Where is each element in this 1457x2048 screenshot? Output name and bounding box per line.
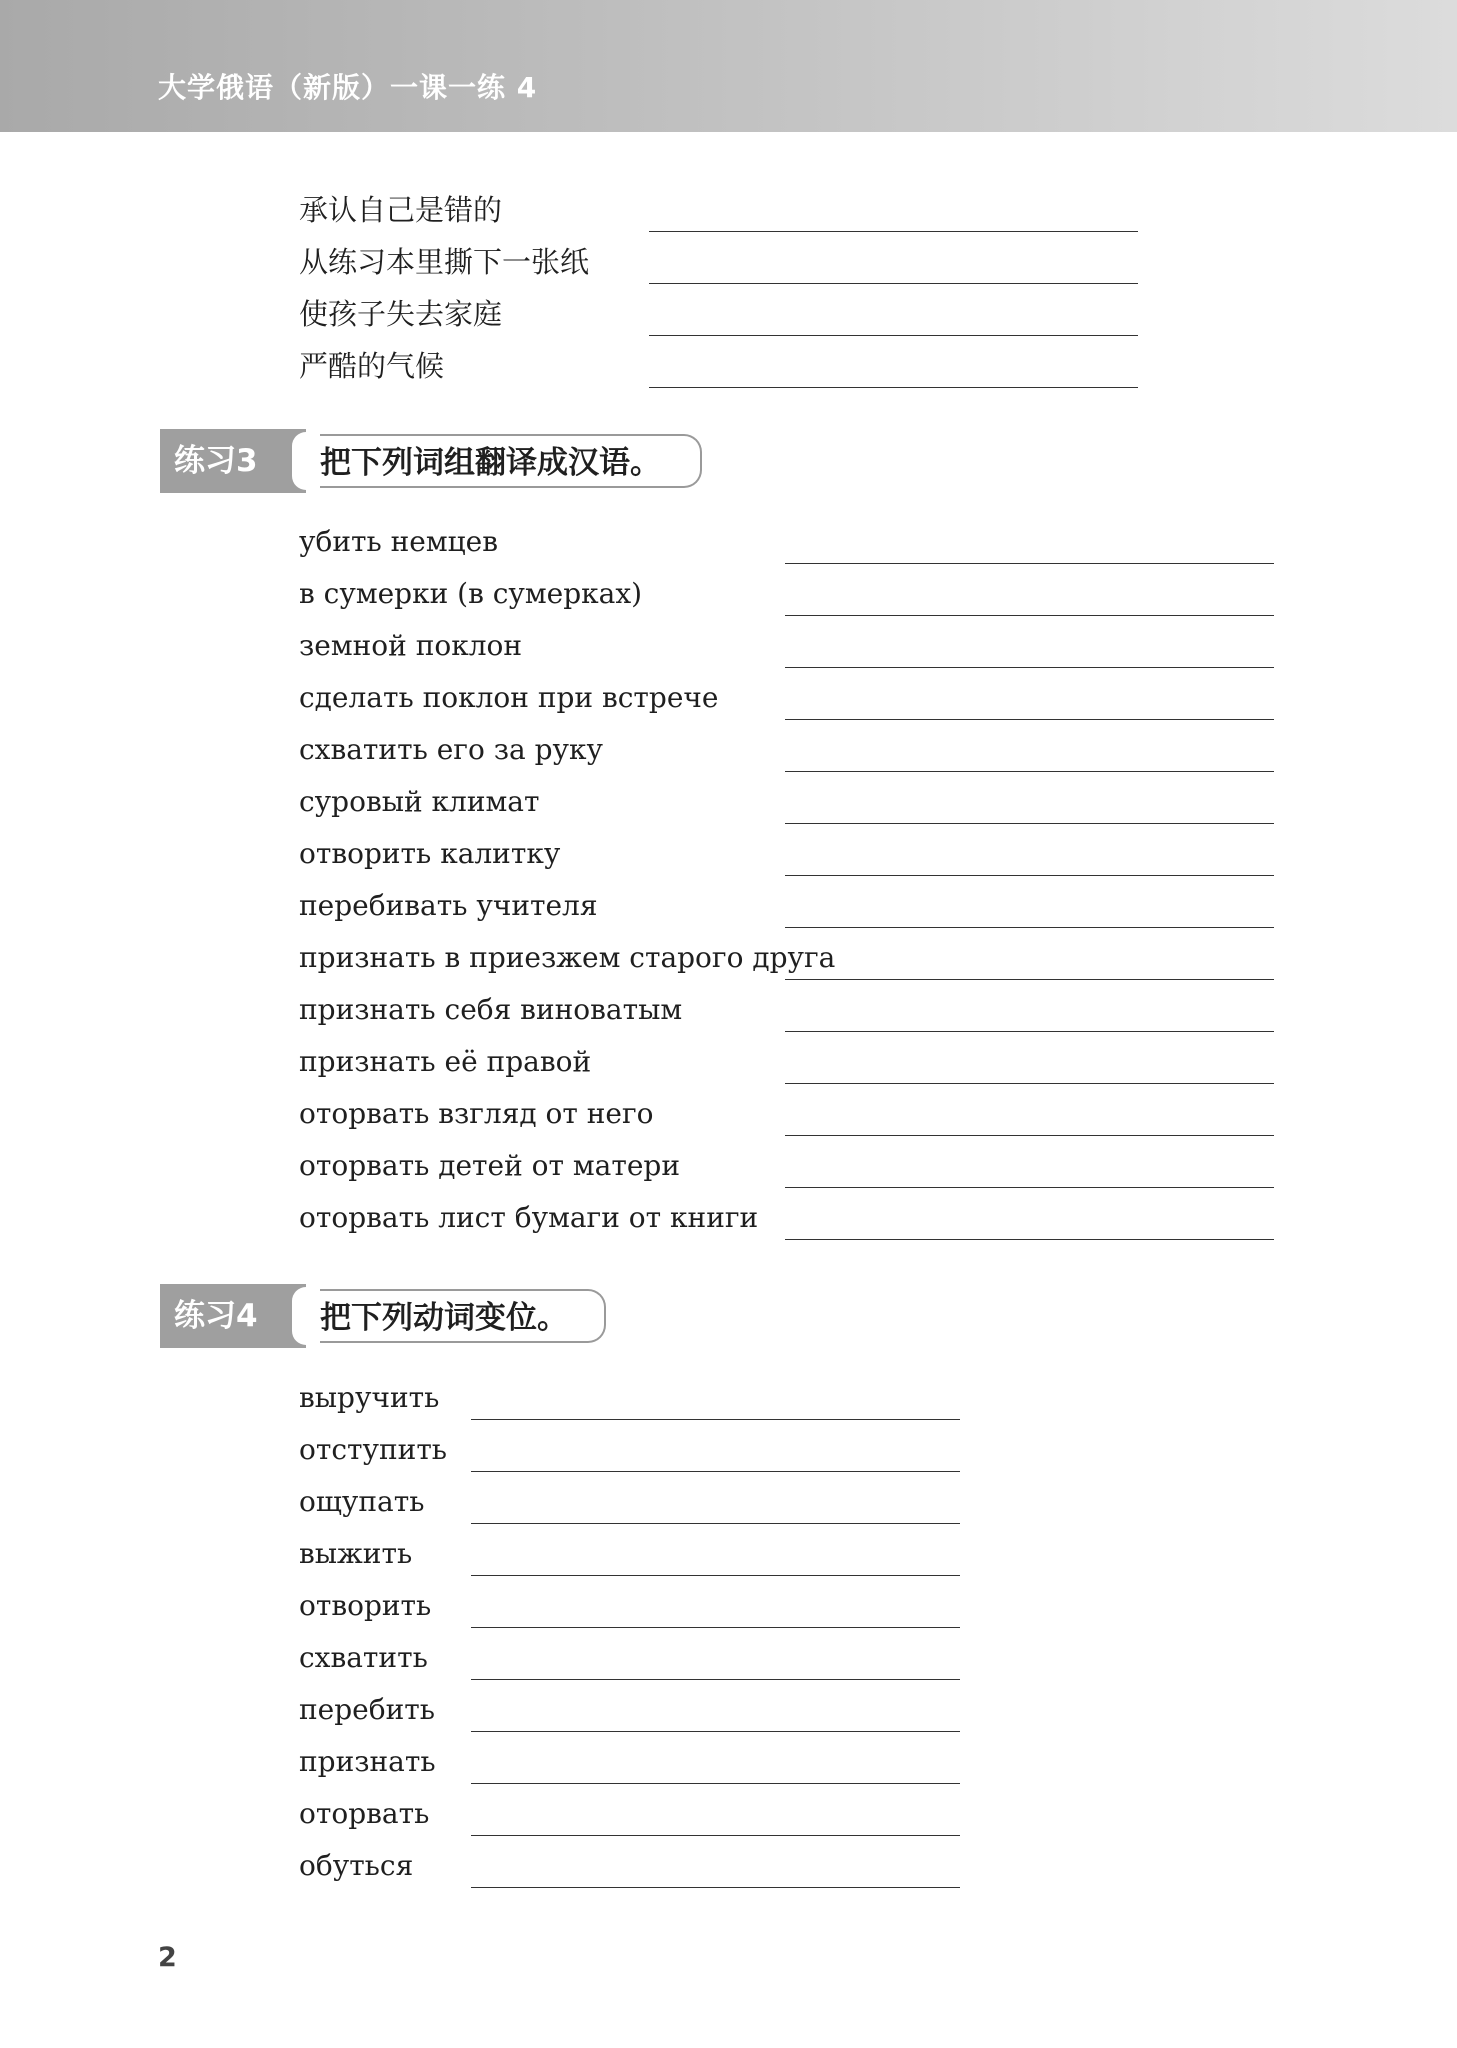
answer-line[interactable]: [471, 1523, 960, 1524]
exercise3-item: [299, 1092, 654, 1136]
exercise3-item: [299, 988, 682, 1032]
answer-line[interactable]: [649, 387, 1138, 388]
item-text: в сумерки (в сумерках): [299, 577, 643, 610]
item-text: выручить: [299, 1381, 440, 1414]
exercise3-item: [299, 832, 560, 876]
exercise3-instruction: 把下列词组翻译成汉语。: [320, 445, 661, 481]
item-text: убить немцев: [299, 525, 498, 558]
exercise3-label-text: 练习3: [174, 443, 258, 479]
answer-line[interactable]: [785, 615, 1274, 616]
exercise3-item: [299, 884, 598, 928]
item-text: отступить: [299, 1433, 448, 1466]
exercise3-item: [299, 728, 603, 772]
answer-line[interactable]: [785, 979, 1274, 980]
answer-line[interactable]: [785, 1135, 1274, 1136]
item-text: сделать поклон при встрече: [299, 681, 719, 714]
item-text: оторвать детей от матери: [299, 1149, 681, 1182]
exercise3-item: [299, 936, 835, 980]
answer-line[interactable]: [471, 1835, 960, 1836]
item-text: 使孩子失去家庭: [299, 297, 503, 331]
answer-line[interactable]: [471, 1419, 960, 1420]
exercise3-instruction-box: [298, 434, 702, 488]
item-text: суровый климат: [299, 785, 540, 818]
exercise4-item: [299, 1636, 428, 1680]
item-text: оторвать: [299, 1797, 430, 1830]
item-text: перебивать учителя: [299, 889, 598, 922]
answer-line[interactable]: [785, 1031, 1274, 1032]
item-text: ощупать: [299, 1485, 425, 1518]
continued-item: [299, 240, 589, 284]
exercise4-item: [299, 1376, 439, 1420]
item-text: признать: [299, 1745, 436, 1778]
item-text: оторвать лист бумаги от книги: [299, 1201, 759, 1234]
exercise3-item: [299, 1144, 680, 1188]
answer-line[interactable]: [649, 335, 1138, 336]
exercise4-label: [160, 1284, 306, 1348]
continued-item: [299, 188, 502, 232]
exercise4-instruction-box: [298, 1289, 606, 1343]
exercise4-item: [299, 1584, 431, 1628]
item-text: выжить: [299, 1537, 413, 1570]
exercise4-item: [299, 1792, 429, 1836]
exercise3-item: [299, 1040, 591, 1084]
item-text: 从练习本里撕下一张纸: [299, 245, 590, 279]
answer-line[interactable]: [471, 1627, 960, 1628]
answer-line[interactable]: [471, 1679, 960, 1680]
answer-line[interactable]: [471, 1471, 960, 1472]
item-text: 承认自己是错的: [299, 193, 503, 227]
answer-line[interactable]: [785, 1239, 1274, 1240]
item-text: отворить: [299, 1589, 432, 1622]
answer-line[interactable]: [785, 1187, 1274, 1188]
continued-item: [299, 292, 502, 336]
exercise3-label: [160, 429, 306, 493]
answer-line[interactable]: [785, 667, 1274, 668]
item-text: 严酷的气候: [299, 349, 445, 383]
exercise4-item: [299, 1532, 412, 1576]
exercise4-item: [299, 1844, 413, 1888]
item-text: обуться: [299, 1849, 414, 1882]
item-text: перебить: [299, 1693, 435, 1726]
item-text: признать её правой: [299, 1045, 592, 1078]
item-text: признать себя виноватым: [299, 993, 683, 1026]
exercise4-label-text: 练习4: [174, 1298, 258, 1334]
exercise3-item: [299, 520, 498, 564]
exercise3-notch: [292, 432, 320, 490]
continued-item: [299, 344, 444, 388]
answer-line[interactable]: [785, 823, 1274, 824]
exercise4-item: [299, 1480, 424, 1524]
answer-line[interactable]: [649, 283, 1138, 284]
page-number: 2: [158, 1942, 177, 1973]
exercise4-item: [299, 1740, 436, 1784]
answer-line[interactable]: [471, 1887, 960, 1888]
item-text: отворить калитку: [299, 837, 561, 870]
exercise4-notch: [292, 1287, 320, 1345]
answer-line[interactable]: [785, 719, 1274, 720]
item-text: земной поклон: [299, 629, 523, 662]
answer-line[interactable]: [649, 231, 1138, 232]
item-text: схватить: [299, 1641, 428, 1674]
exercise3-item: [299, 676, 719, 720]
header-title: 大学俄语（新版）一课一练 4: [158, 71, 538, 104]
exercise3-item: [299, 624, 522, 668]
item-text: схватить его за руку: [299, 733, 603, 766]
exercise3-item: [299, 1196, 758, 1240]
page-header: [0, 0, 1457, 132]
exercise4-instruction: 把下列动词变位。: [320, 1300, 568, 1336]
exercise3-item: [299, 780, 539, 824]
answer-line[interactable]: [785, 563, 1274, 564]
exercise3-item: [299, 572, 642, 616]
answer-line[interactable]: [785, 875, 1274, 876]
answer-line[interactable]: [471, 1731, 960, 1732]
item-text: оторвать взгляд от него: [299, 1097, 654, 1130]
exercise4-item: [299, 1428, 447, 1472]
answer-line[interactable]: [471, 1783, 960, 1784]
answer-line[interactable]: [785, 771, 1274, 772]
item-text: признать в приезжем старого друга: [299, 941, 836, 974]
answer-line[interactable]: [471, 1575, 960, 1576]
answer-line[interactable]: [785, 927, 1274, 928]
exercise4-item: [299, 1688, 435, 1732]
answer-line[interactable]: [785, 1083, 1274, 1084]
